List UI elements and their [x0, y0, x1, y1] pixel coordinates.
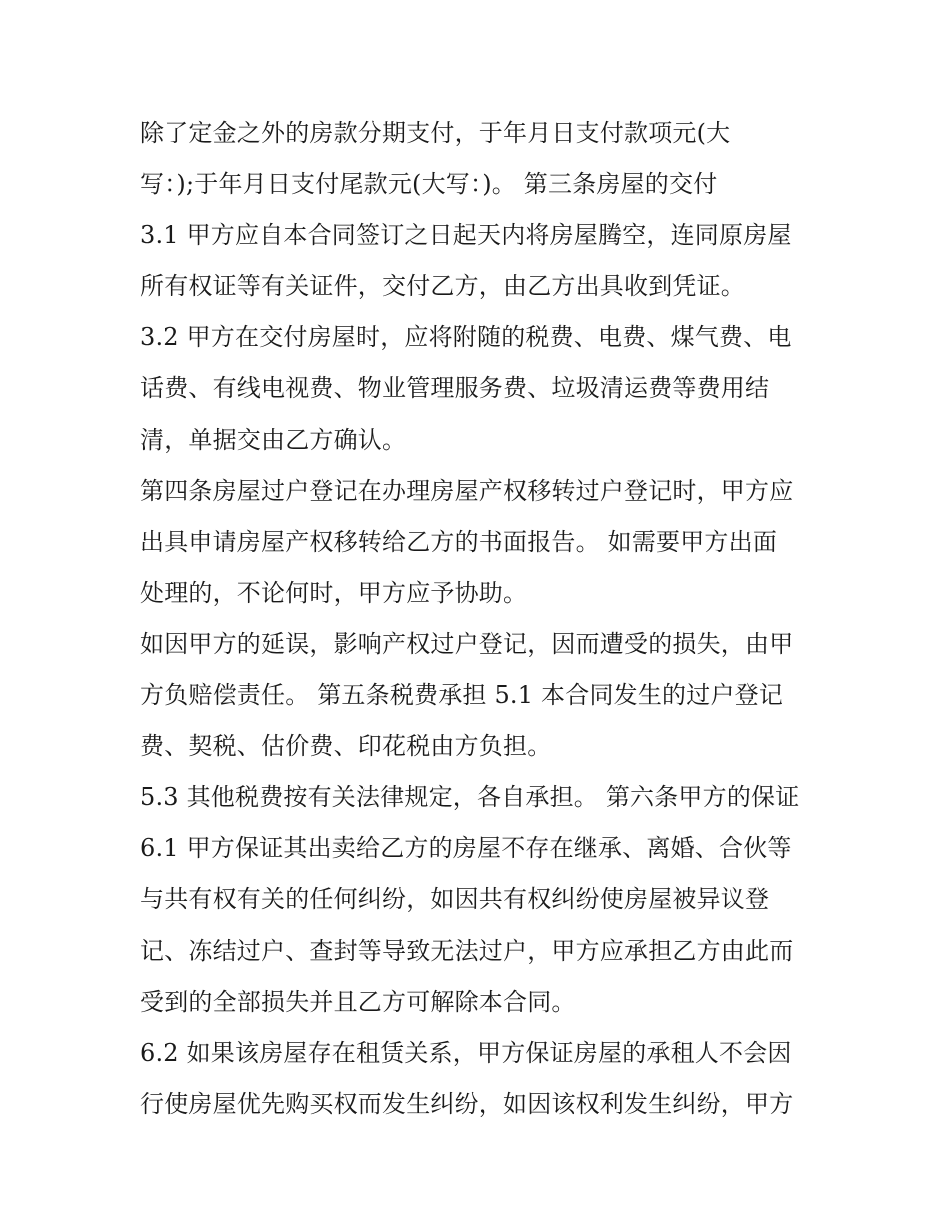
text-line: 第四条房屋过户登记在办理房屋产权移转过户登记时，甲方应 [140, 476, 794, 505]
text-line: 受到的全部损失并且乙方可解除本合同。 [140, 987, 576, 1016]
text-line: 6.1 甲方保证其出卖给乙方的房屋不存在继承、离婚、合伙等 [140, 834, 792, 863]
text-line: 话费、有线电视费、物业管理服务费、垃圾清运费等费用结 [140, 374, 770, 403]
text-line: 6.2 如果该房屋存在租赁关系，甲方保证房屋的承租人不会因 [140, 1038, 792, 1067]
text-line: 3.2 甲方在交付房屋时，应将附随的税费、电费、煤气费、电 [140, 323, 792, 352]
text-line: 行使房屋优先购买权而发生纠纷，如因该权利发生纠纷，甲方 [140, 1089, 794, 1118]
text-line: 与共有权有关的任何纠纷，如因共有权纠纷使房屋被异议登 [140, 885, 770, 914]
text-line: 如因甲方的延误，影响产权过户登记，因而遭受的损失，由甲 [140, 629, 794, 658]
text-line: 除了定金之外的房款分期支付，于年月日支付款项元(大 [140, 119, 731, 147]
text-line: 处理的，不论何时，甲方应予协助。 [140, 578, 528, 607]
text-line: 所有权证等有关证件，交付乙方，由乙方出具收到凭证。 [140, 272, 745, 301]
text-line: 费、契税、估价费、印花税由方负担。 [140, 732, 552, 761]
text-line: 3.1 甲方应自本合同签订之日起天内将房屋腾空，连同原房屋 [140, 221, 792, 250]
text-line: 清，单据交由乙方确认。 [140, 425, 407, 454]
text-line: 出具申请房屋产权移转给乙方的书面报告。 如需要甲方出面 [140, 527, 778, 556]
contract-text-body [140, 108, 830, 1130]
text-line: 记、冻结过户、查封等导致无法过户，甲方应承担乙方由此而 [140, 936, 794, 965]
text-line: 方负赔偿责任。 第五条税费承担 5.1 本合同发生的过户登记 [140, 681, 784, 710]
text-line: 5.3 其他税费按有关法律规定，各自承担。 第六条甲方的保证 [140, 783, 800, 812]
text-line: 写：);于年月日支付尾款元(大写：)。 第三条房屋的交付 [140, 170, 718, 199]
